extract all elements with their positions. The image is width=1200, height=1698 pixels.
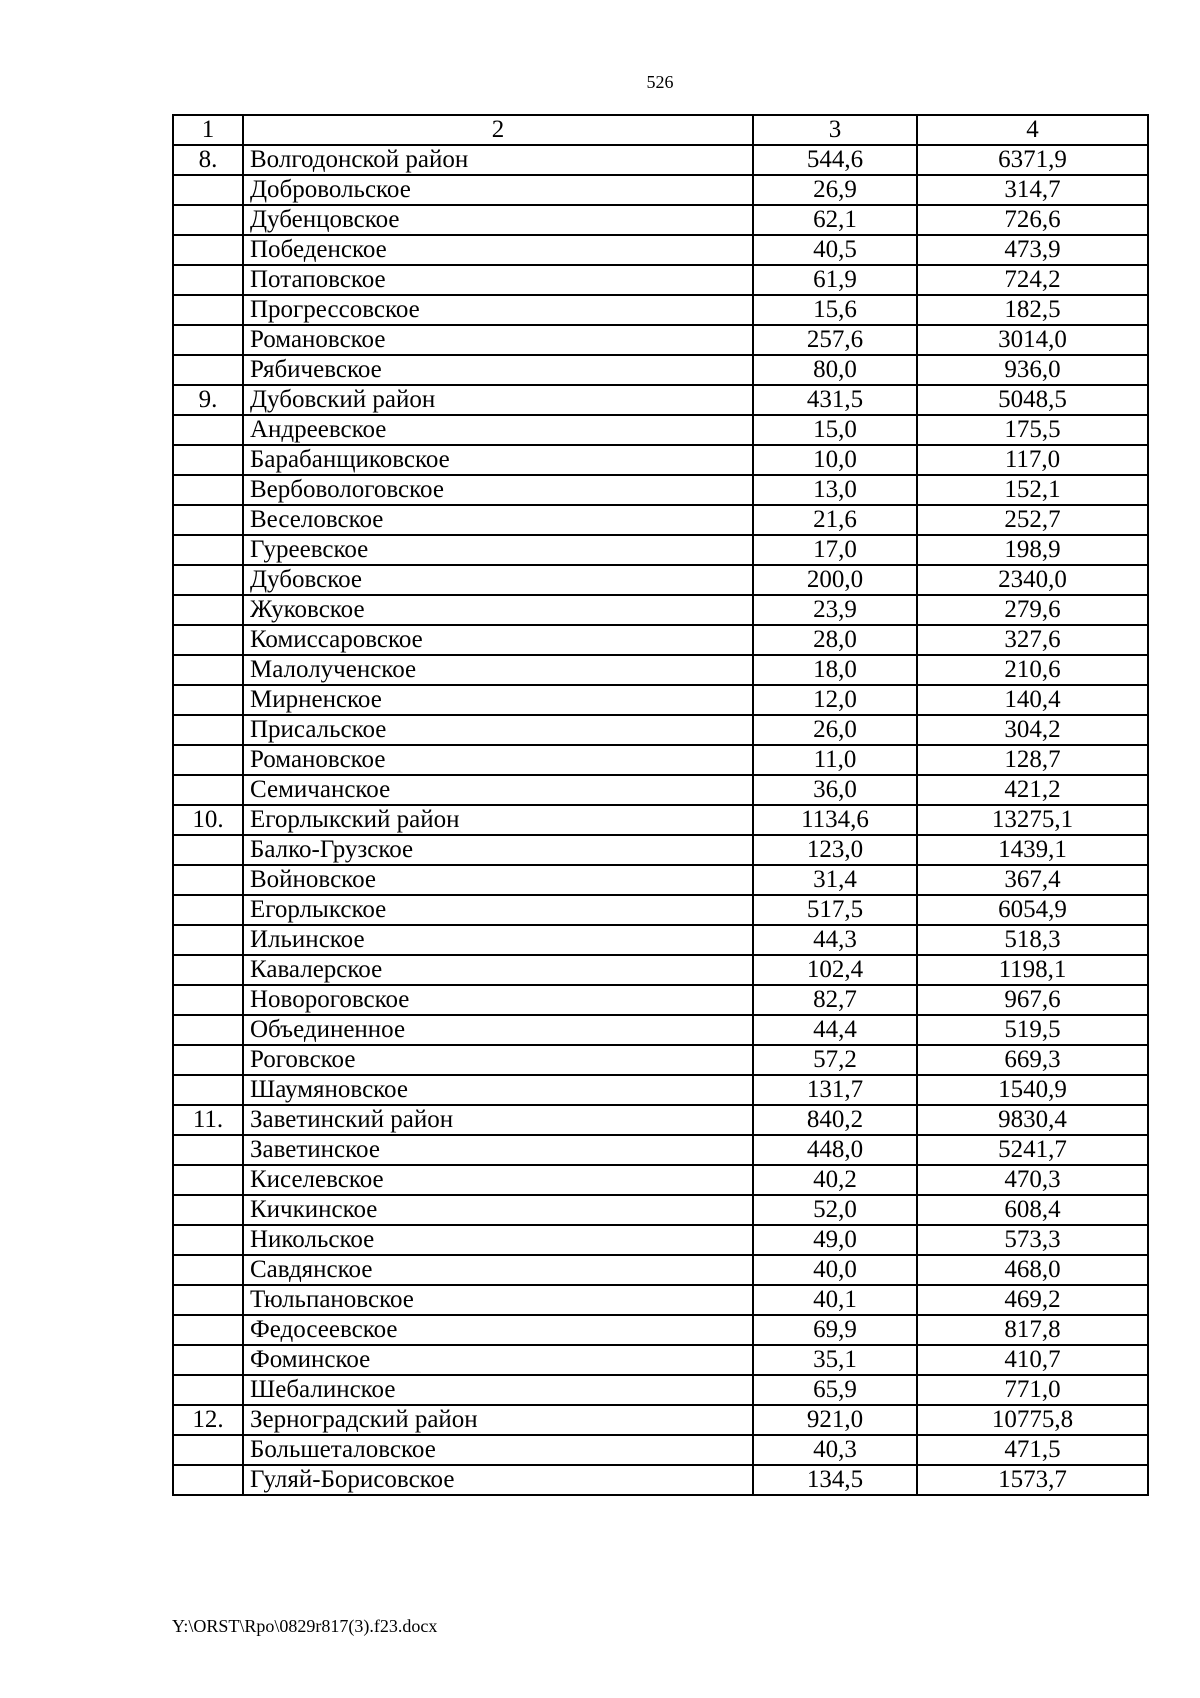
row-number-cell — [173, 295, 243, 325]
header-cell: 3 — [753, 115, 917, 145]
settlement-name-cell: Победенское — [243, 235, 753, 265]
value-col4-cell: 471,5 — [917, 1435, 1148, 1465]
value-col4-cell: 198,9 — [917, 535, 1148, 565]
table-row — [173, 505, 1148, 535]
value-col4-cell: 5048,5 — [917, 385, 1148, 415]
row-number-cell — [173, 415, 243, 445]
settlement-name-cell: Жуковское — [243, 595, 753, 625]
table-row — [173, 415, 1148, 445]
settlement-name-cell: Семичанское — [243, 775, 753, 805]
value-col3-cell: 40,2 — [753, 1165, 917, 1195]
row-number-cell — [173, 1255, 243, 1285]
table-row — [173, 565, 1148, 595]
value-col3-cell: 200,0 — [753, 565, 917, 595]
value-col4-cell: 724,2 — [917, 265, 1148, 295]
settlement-name-cell: Кавалерское — [243, 955, 753, 985]
settlement-name-cell: Савдянское — [243, 1255, 753, 1285]
table-row — [173, 475, 1148, 505]
table-row — [173, 1015, 1148, 1045]
value-col3-cell: 15,0 — [753, 415, 917, 445]
row-number-cell — [173, 355, 243, 385]
value-col4-cell: 304,2 — [917, 715, 1148, 745]
settlement-name-cell: Потаповское — [243, 265, 753, 295]
row-number-cell: 9. — [173, 385, 243, 415]
table-row — [173, 655, 1148, 685]
row-number-cell: 11. — [173, 1105, 243, 1135]
value-col4-cell: 817,8 — [917, 1315, 1148, 1345]
value-col3-cell: 10,0 — [753, 445, 917, 475]
value-col4-cell: 726,6 — [917, 205, 1148, 235]
table-row — [173, 685, 1148, 715]
settlement-name-cell: Рябичевское — [243, 355, 753, 385]
value-col4-cell: 140,4 — [917, 685, 1148, 715]
value-col3-cell: 12,0 — [753, 685, 917, 715]
value-col3-cell: 11,0 — [753, 745, 917, 775]
row-number-cell — [173, 835, 243, 865]
row-number-cell — [173, 685, 243, 715]
value-col4-cell: 473,9 — [917, 235, 1148, 265]
value-col4-cell: 470,3 — [917, 1165, 1148, 1195]
header-cell: 1 — [173, 115, 243, 145]
settlement-name-cell: Войновское — [243, 865, 753, 895]
settlement-name-cell: Веселовское — [243, 505, 753, 535]
row-number-cell — [173, 1225, 243, 1255]
row-number-cell: 8. — [173, 145, 243, 175]
value-col4-cell: 210,6 — [917, 655, 1148, 685]
table-row — [173, 895, 1148, 925]
table-row — [173, 625, 1148, 655]
row-number-cell: 10. — [173, 805, 243, 835]
value-col3-cell: 61,9 — [753, 265, 917, 295]
value-col3-cell: 921,0 — [753, 1405, 917, 1435]
value-col3-cell: 431,5 — [753, 385, 917, 415]
row-number-cell — [173, 175, 243, 205]
value-col3-cell: 57,2 — [753, 1045, 917, 1075]
table-row — [173, 1195, 1148, 1225]
settlement-name-cell: Зерноградский район — [243, 1405, 753, 1435]
value-col3-cell: 80,0 — [753, 355, 917, 385]
value-col3-cell: 62,1 — [753, 205, 917, 235]
table-row — [173, 1045, 1148, 1075]
settlement-name-cell: Дубовский район — [243, 385, 753, 415]
value-col3-cell: 15,6 — [753, 295, 917, 325]
table-row — [173, 325, 1148, 355]
settlement-name-cell: Дубовское — [243, 565, 753, 595]
row-number-cell — [173, 955, 243, 985]
value-col4-cell: 1573,7 — [917, 1465, 1148, 1495]
settlement-name-cell: Барабанщиковское — [243, 445, 753, 475]
value-col4-cell: 152,1 — [917, 475, 1148, 505]
table-row — [173, 1075, 1148, 1105]
value-col3-cell: 49,0 — [753, 1225, 917, 1255]
table-row — [173, 385, 1148, 415]
settlement-name-cell: Шебалинское — [243, 1375, 753, 1405]
value-col4-cell: 327,6 — [917, 625, 1148, 655]
table-row — [173, 985, 1148, 1015]
row-number-cell — [173, 1465, 243, 1495]
settlement-name-cell: Тюльпановское — [243, 1285, 753, 1315]
row-number-cell — [173, 715, 243, 745]
value-col3-cell: 840,2 — [753, 1105, 917, 1135]
value-col3-cell: 448,0 — [753, 1135, 917, 1165]
value-col4-cell: 3014,0 — [917, 325, 1148, 355]
settlement-name-cell: Ильинское — [243, 925, 753, 955]
row-number-cell: 12. — [173, 1405, 243, 1435]
row-number-cell — [173, 625, 243, 655]
row-number-cell — [173, 925, 243, 955]
value-col3-cell: 21,6 — [753, 505, 917, 535]
value-col3-cell: 26,0 — [753, 715, 917, 745]
value-col3-cell: 257,6 — [753, 325, 917, 355]
value-col4-cell: 669,3 — [917, 1045, 1148, 1075]
row-number-cell — [173, 1075, 243, 1105]
value-col3-cell: 123,0 — [753, 835, 917, 865]
row-number-cell — [173, 265, 243, 295]
settlement-name-cell: Егорлыкский район — [243, 805, 753, 835]
table-row — [173, 1285, 1148, 1315]
table-row — [173, 1315, 1148, 1345]
value-col3-cell: 1134,6 — [753, 805, 917, 835]
settlement-name-cell: Гуреевское — [243, 535, 753, 565]
settlement-name-cell: Кичкинское — [243, 1195, 753, 1225]
value-col3-cell: 134,5 — [753, 1465, 917, 1495]
value-col4-cell: 279,6 — [917, 595, 1148, 625]
settlement-name-cell: Новороговское — [243, 985, 753, 1015]
table-row — [173, 1375, 1148, 1405]
value-col4-cell: 608,4 — [917, 1195, 1148, 1225]
value-col4-cell: 469,2 — [917, 1285, 1148, 1315]
value-col4-cell: 936,0 — [917, 355, 1148, 385]
table-row — [173, 1345, 1148, 1375]
value-col3-cell: 544,6 — [753, 145, 917, 175]
table-row — [173, 865, 1148, 895]
settlement-name-cell: Мирненское — [243, 685, 753, 715]
row-number-cell — [173, 1315, 243, 1345]
row-number-cell — [173, 595, 243, 625]
settlement-name-cell: Андреевское — [243, 415, 753, 445]
value-col3-cell: 26,9 — [753, 175, 917, 205]
settlement-name-cell: Прогрессовское — [243, 295, 753, 325]
data-table — [172, 114, 1149, 1496]
table-row — [173, 745, 1148, 775]
table-row — [173, 1405, 1148, 1435]
table-row — [173, 295, 1148, 325]
settlement-name-cell: Роговское — [243, 1045, 753, 1075]
value-col4-cell: 519,5 — [917, 1015, 1148, 1045]
table-row — [173, 1225, 1148, 1255]
value-col4-cell: 182,5 — [917, 295, 1148, 325]
value-col3-cell: 40,0 — [753, 1255, 917, 1285]
header-cell: 2 — [243, 115, 753, 145]
row-number-cell — [173, 445, 243, 475]
value-col3-cell: 13,0 — [753, 475, 917, 505]
table-row — [173, 1105, 1148, 1135]
value-col3-cell: 517,5 — [753, 895, 917, 925]
table-row — [173, 445, 1148, 475]
value-col4-cell: 128,7 — [917, 745, 1148, 775]
value-col4-cell: 2340,0 — [917, 565, 1148, 595]
row-number-cell — [173, 205, 243, 235]
value-col4-cell: 252,7 — [917, 505, 1148, 535]
table-row — [173, 235, 1148, 265]
row-number-cell — [173, 655, 243, 685]
value-col3-cell: 28,0 — [753, 625, 917, 655]
value-col3-cell: 69,9 — [753, 1315, 917, 1345]
row-number-cell — [173, 985, 243, 1015]
value-col4-cell: 421,2 — [917, 775, 1148, 805]
row-number-cell — [173, 1135, 243, 1165]
table-row — [173, 1255, 1148, 1285]
value-col3-cell: 40,5 — [753, 235, 917, 265]
value-col3-cell: 35,1 — [753, 1345, 917, 1375]
settlement-name-cell: Дубенцовское — [243, 205, 753, 235]
settlement-name-cell: Вербовологовское — [243, 475, 753, 505]
row-number-cell — [173, 775, 243, 805]
value-col4-cell: 117,0 — [917, 445, 1148, 475]
value-col4-cell: 9830,4 — [917, 1105, 1148, 1135]
table-row — [173, 205, 1148, 235]
table-row — [173, 595, 1148, 625]
value-col4-cell: 13275,1 — [917, 805, 1148, 835]
settlement-name-cell: Романовское — [243, 745, 753, 775]
table-row — [173, 145, 1148, 175]
row-number-cell — [173, 1285, 243, 1315]
footer-file-path: Y:\ORST\Rpo\0829r817(3).f23.docx — [172, 1616, 438, 1636]
value-col3-cell: 31,4 — [753, 865, 917, 895]
row-number-cell — [173, 1375, 243, 1405]
settlement-name-cell: Киселевское — [243, 1165, 753, 1195]
header-cell: 4 — [917, 115, 1148, 145]
settlement-name-cell: Фоминское — [243, 1345, 753, 1375]
value-col4-cell: 175,5 — [917, 415, 1148, 445]
value-col3-cell: 40,3 — [753, 1435, 917, 1465]
value-col3-cell: 131,7 — [753, 1075, 917, 1105]
settlement-name-cell: Большеталовское — [243, 1435, 753, 1465]
value-col3-cell: 82,7 — [753, 985, 917, 1015]
row-number-cell — [173, 1165, 243, 1195]
settlement-name-cell: Комиссаровское — [243, 625, 753, 655]
settlement-name-cell: Никольское — [243, 1225, 753, 1255]
row-number-cell — [173, 475, 243, 505]
table-header-row — [173, 115, 1148, 145]
value-col3-cell: 23,9 — [753, 595, 917, 625]
settlement-name-cell: Балко-Грузское — [243, 835, 753, 865]
settlement-name-cell: Романовское — [243, 325, 753, 355]
value-col3-cell: 36,0 — [753, 775, 917, 805]
settlement-name-cell: Федосеевское — [243, 1315, 753, 1345]
value-col4-cell: 314,7 — [917, 175, 1148, 205]
value-col4-cell: 6371,9 — [917, 145, 1148, 175]
value-col3-cell: 65,9 — [753, 1375, 917, 1405]
settlement-name-cell: Добровольское — [243, 175, 753, 205]
table-row — [173, 835, 1148, 865]
table-row — [173, 1465, 1148, 1495]
settlement-name-cell: Егорлыкское — [243, 895, 753, 925]
table-row — [173, 775, 1148, 805]
value-col3-cell: 44,4 — [753, 1015, 917, 1045]
value-col3-cell: 102,4 — [753, 955, 917, 985]
row-number-cell — [173, 565, 243, 595]
row-number-cell — [173, 235, 243, 265]
settlement-name-cell: Волгодонской район — [243, 145, 753, 175]
value-col3-cell: 44,3 — [753, 925, 917, 955]
value-col4-cell: 10775,8 — [917, 1405, 1148, 1435]
row-number-cell — [173, 865, 243, 895]
row-number-cell — [173, 505, 243, 535]
row-number-cell — [173, 1045, 243, 1075]
value-col4-cell: 410,7 — [917, 1345, 1148, 1375]
row-number-cell — [173, 895, 243, 925]
value-col4-cell: 1198,1 — [917, 955, 1148, 985]
value-col4-cell: 573,3 — [917, 1225, 1148, 1255]
value-col3-cell: 40,1 — [753, 1285, 917, 1315]
row-number-cell — [173, 1435, 243, 1465]
settlement-name-cell: Малолученское — [243, 655, 753, 685]
value-col4-cell: 5241,7 — [917, 1135, 1148, 1165]
settlement-name-cell: Заветинское — [243, 1135, 753, 1165]
row-number-cell — [173, 325, 243, 355]
value-col4-cell: 967,6 — [917, 985, 1148, 1015]
settlement-name-cell: Шаумяновское — [243, 1075, 753, 1105]
value-col4-cell: 1439,1 — [917, 835, 1148, 865]
settlement-name-cell: Объединенное — [243, 1015, 753, 1045]
value-col4-cell: 518,3 — [917, 925, 1148, 955]
value-col4-cell: 771,0 — [917, 1375, 1148, 1405]
settlement-name-cell: Гуляй-Борисовское — [243, 1465, 753, 1495]
value-col3-cell: 18,0 — [753, 655, 917, 685]
value-col3-cell: 52,0 — [753, 1195, 917, 1225]
table-row — [173, 1165, 1148, 1195]
settlement-name-cell: Присальское — [243, 715, 753, 745]
row-number-cell — [173, 535, 243, 565]
value-col3-cell: 17,0 — [753, 535, 917, 565]
value-col4-cell: 367,4 — [917, 865, 1148, 895]
table-row — [173, 1435, 1148, 1465]
table-row — [173, 175, 1148, 205]
row-number-cell — [173, 1015, 243, 1045]
table-row — [173, 925, 1148, 955]
table-row — [173, 715, 1148, 745]
value-col4-cell: 468,0 — [917, 1255, 1148, 1285]
table-row — [173, 355, 1148, 385]
row-number-cell — [173, 745, 243, 775]
table-row — [173, 1135, 1148, 1165]
settlement-name-cell: Заветинский район — [243, 1105, 753, 1135]
row-number-cell — [173, 1345, 243, 1375]
value-col4-cell: 6054,9 — [917, 895, 1148, 925]
table-row — [173, 805, 1148, 835]
table-row — [173, 955, 1148, 985]
row-number-cell — [173, 1195, 243, 1225]
value-col4-cell: 1540,9 — [917, 1075, 1148, 1105]
table-row — [173, 265, 1148, 295]
table-row — [173, 535, 1148, 565]
page-number: 526 — [646, 72, 674, 92]
